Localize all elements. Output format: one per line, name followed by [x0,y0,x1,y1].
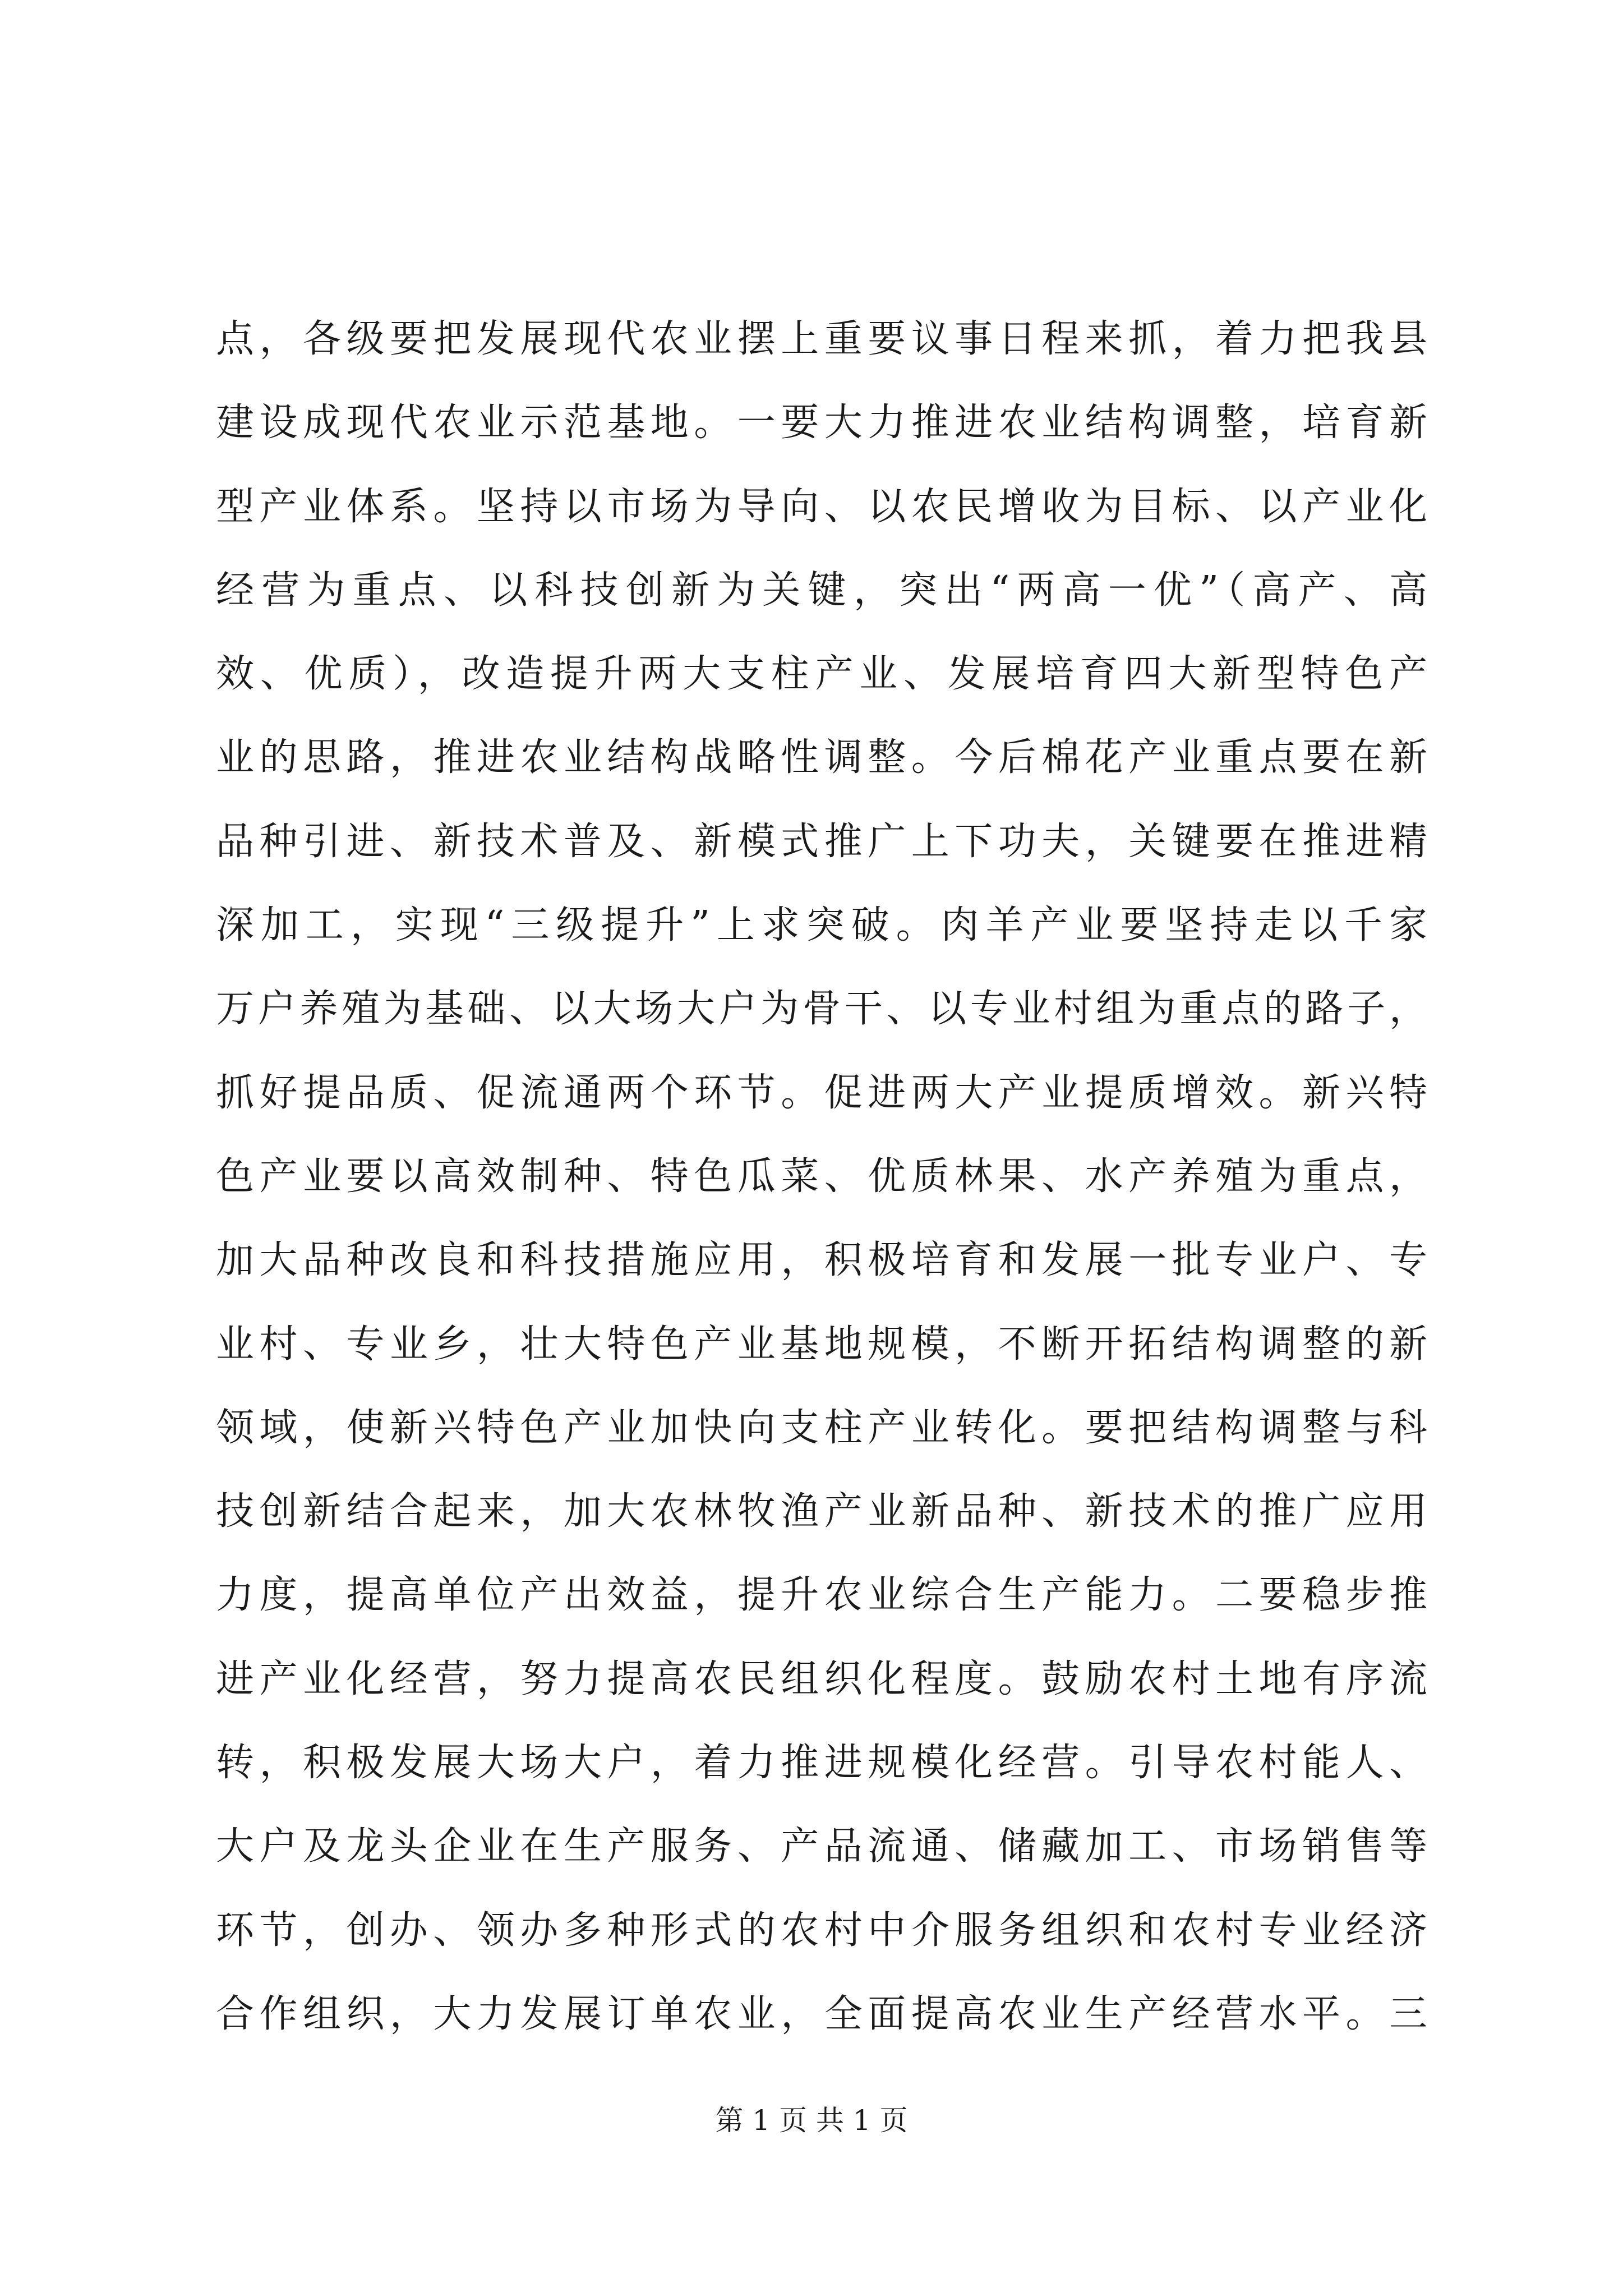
body-text [216,297,1427,2056]
text-line: 建设成现代农业示范基地。一要大力推进农业结构调整，培育新 [216,401,1427,445]
text-line: 加大品种改良和科技措施应用，积极培育和发展一批专业户、专 [216,1238,1427,1283]
text-line: 环节，创办、领办多种形式的农村中介服务组织和农村专业经济 [216,1908,1427,1953]
text-line: 经营为重点、以科技创新为关键，突出“两高一优”（高产、高 [216,568,1427,613]
text-line: 业的思路，推进农业结构战略性调整。今后棉花产业重点要在新 [216,735,1427,780]
text-line: 合作组织，大力发展订单农业，全面提高农业生产经营水平。三 [216,1991,1427,2036]
text-line: 品种引进、新技术普及、新模式推广上下功夫，关键要在推进精 [216,819,1427,864]
page-footer: 第 1 页 共 1 页 [715,2104,908,2137]
text-line: 领域，使新兴特色产业加快向支柱产业转化。要把结构调整与科 [216,1405,1427,1450]
text-line: 力度，提高单位产出效益，提升农业综合生产能力。二要稳步推 [216,1573,1427,1618]
text-line: 点，各级要把发展现代农业摆上重要议事日程来抓，着力把我县 [216,317,1427,361]
text-line: 技创新结合起来，加大农林牧渔产业新品种、新技术的推广应用 [216,1489,1427,1534]
text-line: 色产业要以高效制种、特色瓜菜、优质林果、水产养殖为重点， [216,1154,1427,1199]
text-line: 型产业体系。坚持以市场为导向、以农民增收为目标、以产业化 [216,484,1427,529]
text-line: 业村、专业乡，壮大特色产业基地规模，不断开拓结构调整的新 [216,1322,1427,1366]
text-line: 大户及龙头企业在生产服务、产品流通、储藏加工、市场销售等 [216,1824,1427,1869]
text-line: 进产业化经营，努力提高农民组织化程度。鼓励农村土地有序流 [216,1657,1427,1701]
text-line: 深加工，实现“三级提升”上求突破。肉羊产业要坚持走以千家 [216,903,1427,948]
text-line: 万户养殖为基础、以大场大户为骨干、以专业村组为重点的路子， [216,987,1427,1032]
text-line: 转，积极发展大场大户，着力推进规模化经营。引导农村能人、 [216,1741,1427,1786]
text-line: 效、优质），改造提升两大支柱产业、发展培育四大新型特色产 [216,652,1427,697]
text-line: 抓好提品质、促流通两个环节。促进两大产业提质增效。新兴特 [216,1070,1427,1115]
